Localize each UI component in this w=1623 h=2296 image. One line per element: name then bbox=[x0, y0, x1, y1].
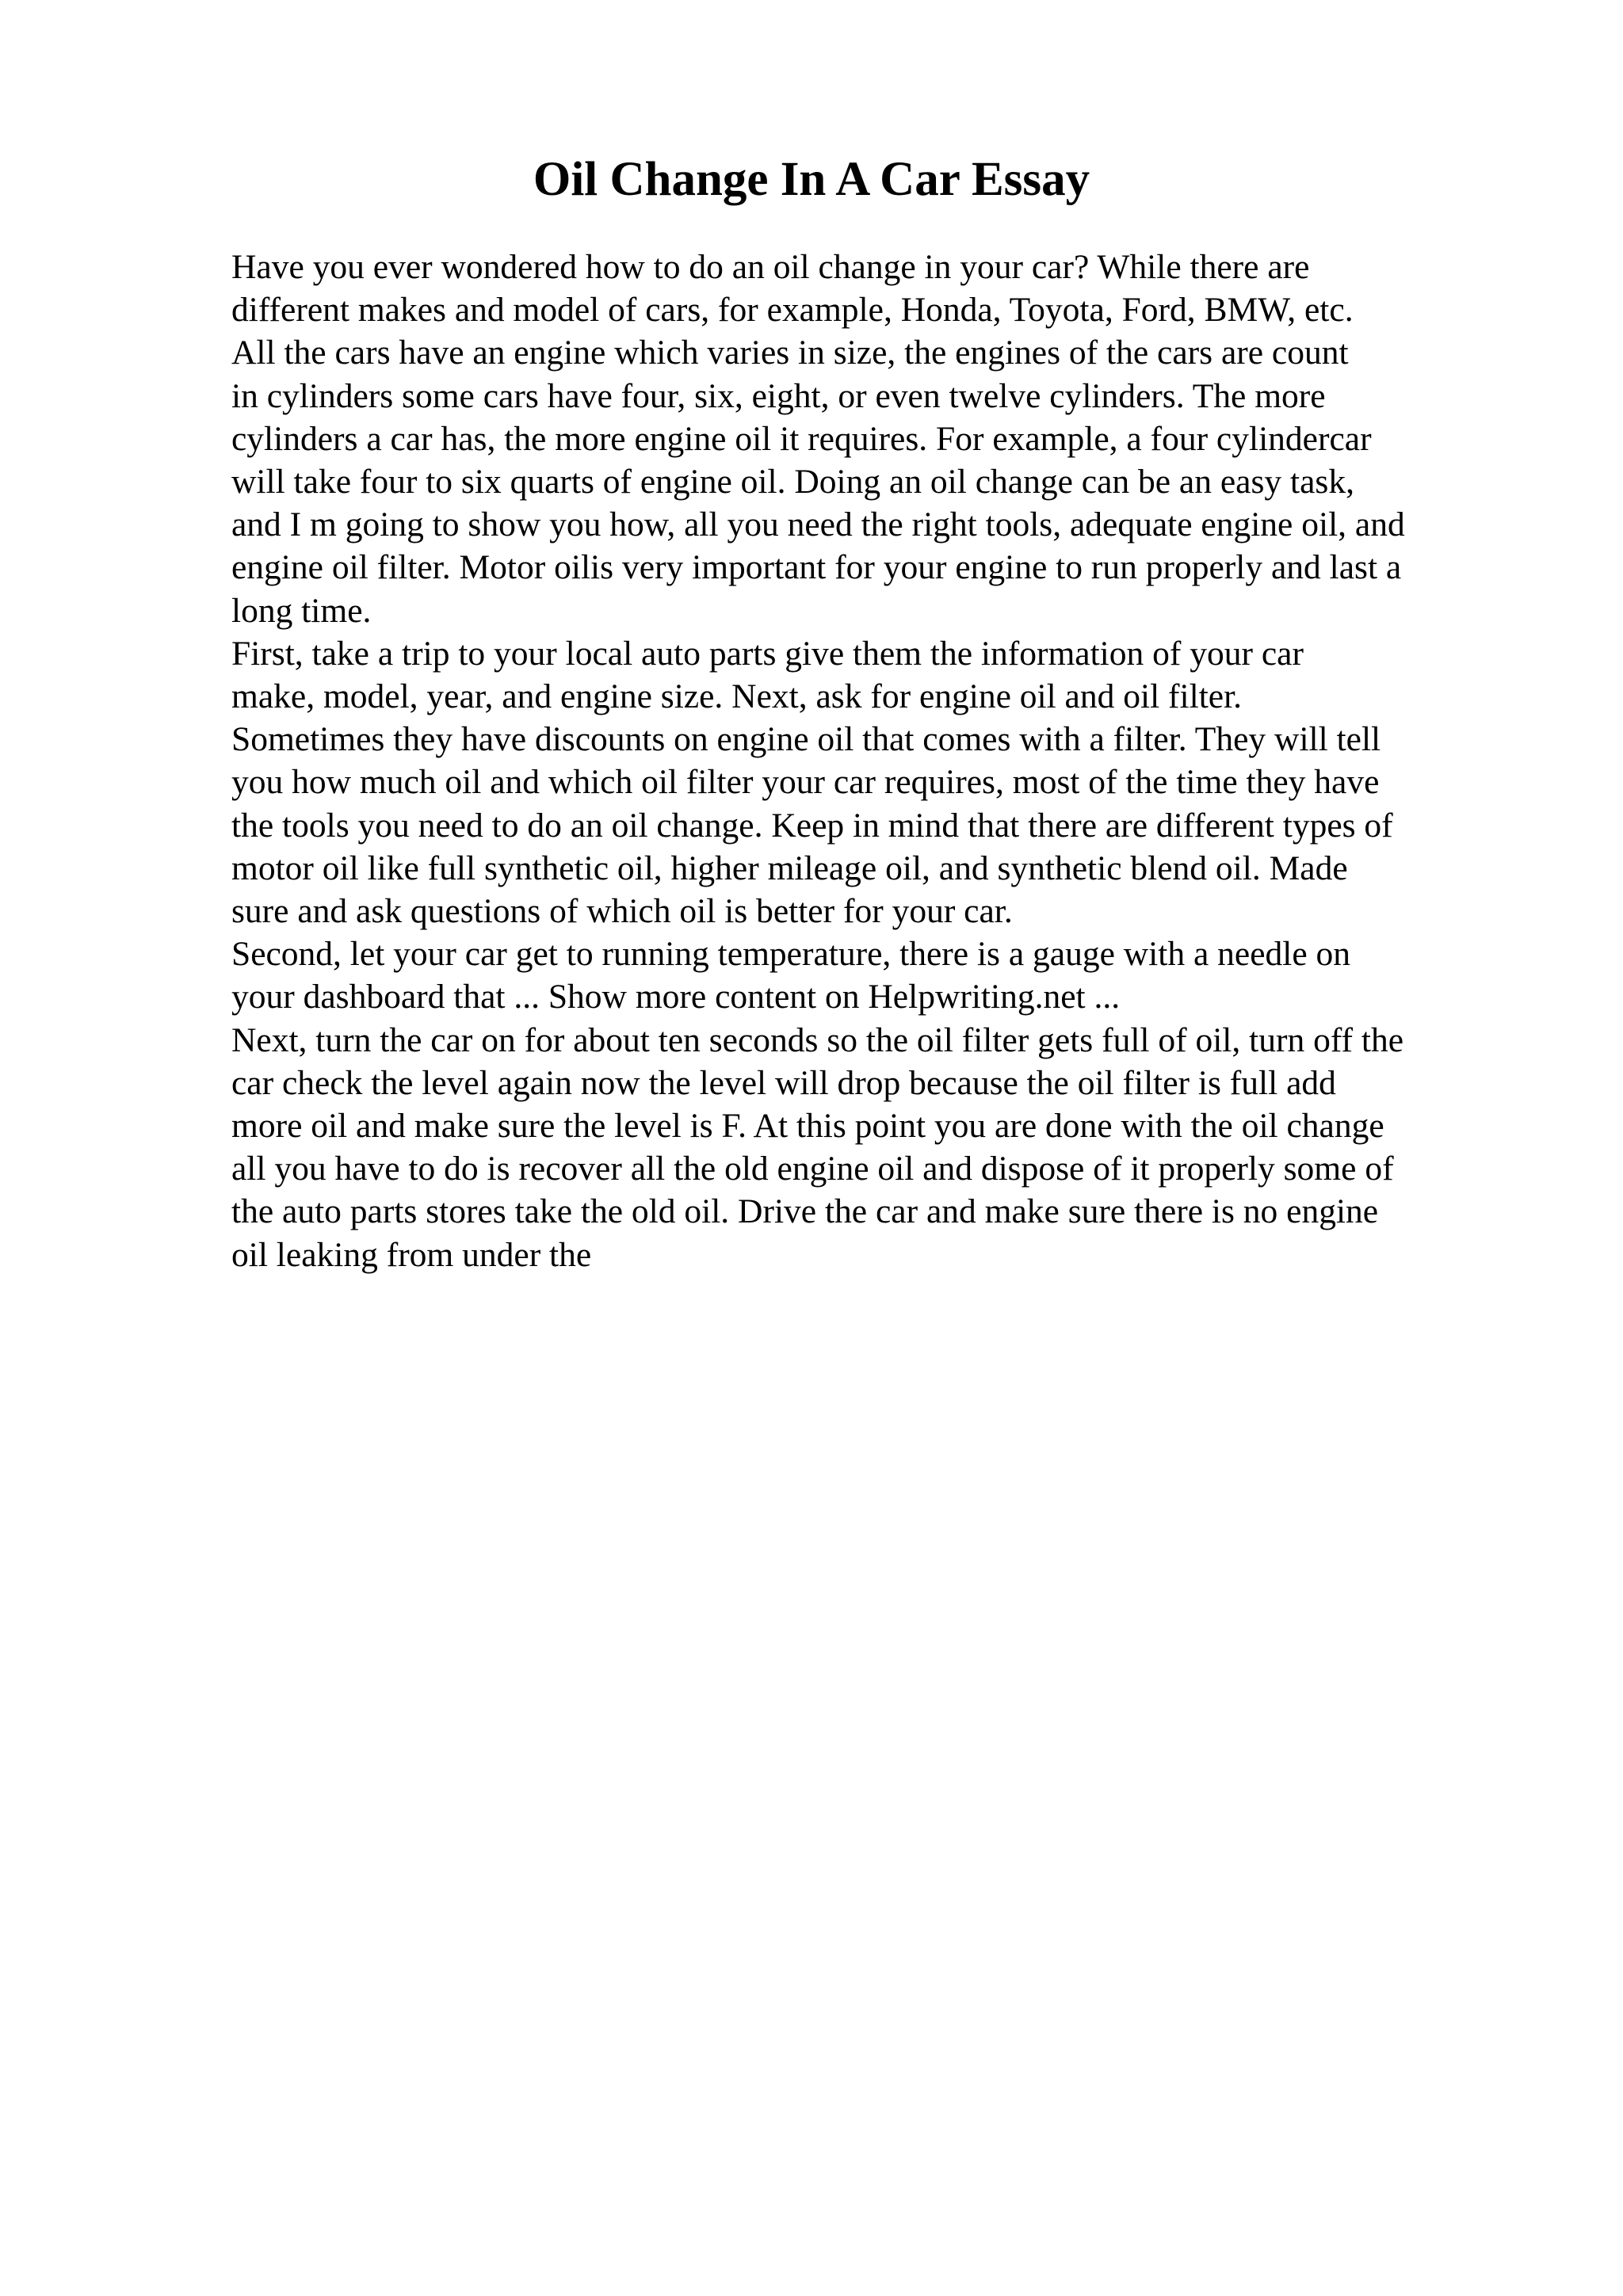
text-line: All the cars have an engine which varies in size, the engines of the cars are count bbox=[231, 334, 1349, 372]
text-line: car check the level again now the level will drop because the oil filter is full add bbox=[231, 1063, 1336, 1102]
text-line: motor oil like full synthetic oil, higher mileage oil, and synthetic blend oil. Made bbox=[231, 849, 1348, 887]
text-line: sure and ask questions of which oil is better for your car. bbox=[231, 892, 1013, 931]
text-line: will take four to six quarts of engine oil. Doing an oil change can be an easy task, bbox=[231, 463, 1354, 502]
text-line: different makes and model of cars, for example, Honda, Toyota, Ford, BMW, etc. bbox=[231, 291, 1354, 330]
text-line: Next, turn the car on for about ten seconds so the oil filter gets full of oil, turn off the bbox=[231, 1020, 1404, 1059]
text-line: Sometimes they have discounts on engine oil that comes with a filter. They will tell bbox=[231, 720, 1381, 759]
text-line: your dashboard that ... Show more content on Helpwriting.net ... bbox=[231, 978, 1121, 1016]
text-line: and I m going to show you how, all you need the right tools, adequate engine oil, and bbox=[231, 505, 1405, 544]
text-line: the tools you need to do an oil change. Keep in mind that there are different types of bbox=[231, 806, 1393, 845]
text-line: Second, let your car get to running temperature, there is a gauge with a needle on bbox=[231, 935, 1351, 974]
text-line: in cylinders some cars have four, six, eight, or even twelve cylinders. The more bbox=[231, 376, 1326, 415]
text-line: make, model, year, and engine size. Next, ask for engine oil and oil filter. bbox=[231, 677, 1243, 716]
text-line: First, take a trip to your local auto parts give them the information of your car bbox=[231, 634, 1304, 673]
text-line: oil leaking from under the bbox=[231, 1235, 592, 1274]
essay-body bbox=[231, 246, 1499, 1276]
text-line: all you have to do is recover all the old engine oil and dispose of it properly some of bbox=[231, 1150, 1394, 1188]
document-title: Oil Change In A Car Essay bbox=[533, 153, 1090, 206]
text-line: engine oil filter. Motor oilis very important for your engine to run properly and last a bbox=[231, 548, 1402, 587]
text-line: cylinders a car has, the more engine oil it requires. For example, a four cylindercar bbox=[231, 419, 1372, 458]
text-line: the auto parts stores take the old oil. Drive the car and make sure there is no engine bbox=[231, 1192, 1379, 1231]
text-line: long time. bbox=[231, 591, 372, 630]
text-line: more oil and make sure the level is F. At this point you are done with the oil change bbox=[231, 1107, 1384, 1146]
text-line: you how much oil and which oil filter your car requires, most of the time they have bbox=[231, 763, 1380, 802]
text-line: Have you ever wondered how to do an oil change in your car? While there are bbox=[231, 248, 1310, 286]
